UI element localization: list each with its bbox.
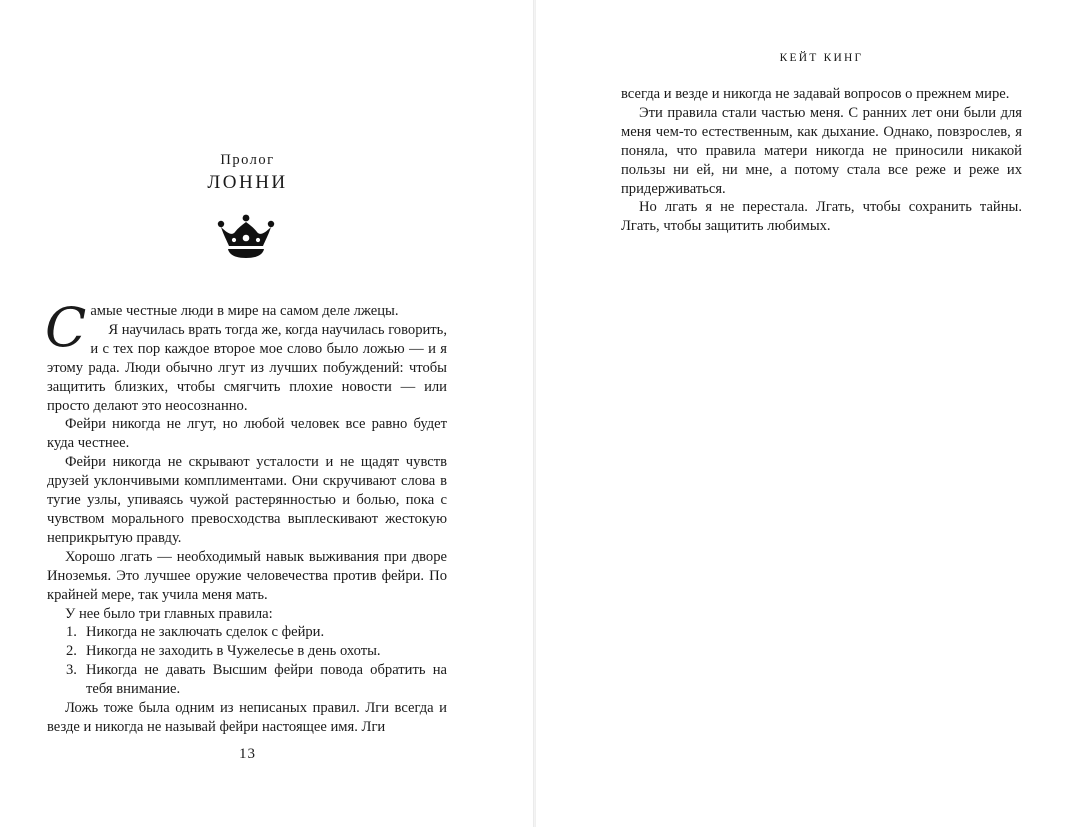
- paragraph: Фейри никогда не лгут, но любой человек все равно будет куда честнее.: [47, 416, 447, 452]
- rule-item: 2. Никогда не заходить в Чужелесье в день охоты.: [66, 643, 381, 660]
- continuation-paragraph: всегда и везде и никогда не задавай вопросов о прежнем мире.: [621, 86, 1010, 102]
- paragraph: Хорошо лгать — необходимый навык выживания при дворе Иноземья. Это лучшее оружие человечества против фейри. По крайней мере, так учила меня мать.: [47, 548, 447, 603]
- rule-item: 1. Никогда не заключать сделок с фейри.: [66, 624, 325, 641]
- paragraph: Фейри никогда не скрывают усталости и не щадят чувств друзей уклончивыми комплиментами. Они скручивают слова в тугие узлы, упиваясь чужой растерянностью и болью, пока с чувством морального превосходства выплескивают жестокую неприкрытую правду.: [47, 454, 447, 546]
- crown-icon: [217, 214, 275, 260]
- paragraph: Я научилась врать тогда же, когда научилась говорить, и с тех пор каждое второе мое слово было ложью — и я этому рада. Люди обычно лгут из лучших побуждений: чтобы защитить близких, чтобы смягчить плохие новости — или просто делают это неосознанно.: [47, 321, 447, 414]
- rules-list: [47, 623, 447, 699]
- left-page: [0, 0, 533, 827]
- page-number: 13: [239, 746, 256, 762]
- body-text: [45, 296, 447, 737]
- paragraph: У нее было три главных правила:: [65, 605, 273, 622]
- chapter-label: Пролог: [220, 152, 275, 168]
- rule-item: 3. Никогда не давать Высшим фейри повода обратить на тебя внимание.: [66, 662, 447, 698]
- paragraph: Эти правила стали частью меня. С ранних лет они были для меня чем-то естественным, как дыхание. Однако, повзрослев, я поняла, что правила матери никогда не приносили никакой пользы ни ей, ни мне, а потому стала все реже и реже их придерживаться.: [621, 104, 1022, 197]
- opening-paragraph: Самые честные люди в мире на самом деле лжецы.: [45, 296, 399, 359]
- chapter-title: ЛОННИ: [207, 172, 288, 193]
- drop-cap: С: [45, 296, 87, 359]
- closing-paragraph: Ложь тоже была одним из неписаных правил. Лги всегда и везде и никогда не называй фейри настоящее имя. Лги: [47, 700, 447, 735]
- body-text-continued: [621, 85, 1022, 236]
- running-head: КЕЙТ КИНГ: [779, 52, 864, 64]
- paragraph: Но лгать я не перестала. Лгать, чтобы сохранить тайны. Лгать, чтобы защитить любимых.: [621, 199, 1022, 235]
